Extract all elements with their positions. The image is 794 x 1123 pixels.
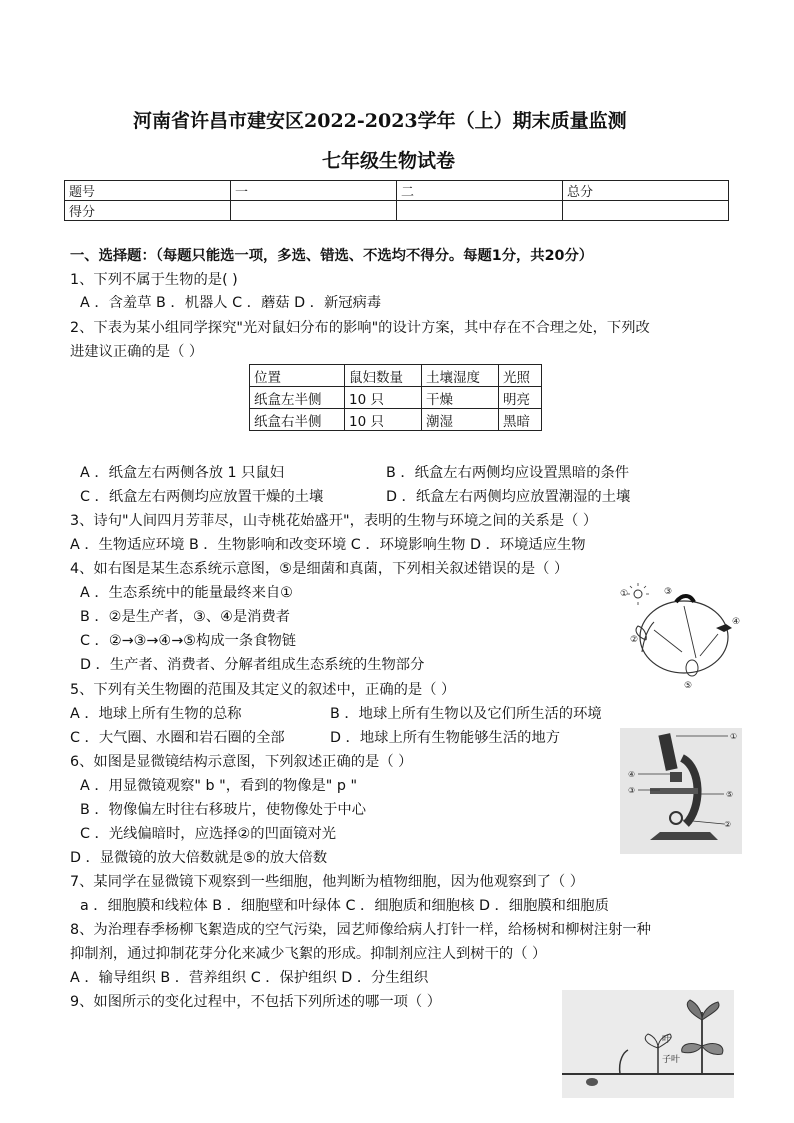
question-4-option-a: A ．生态系统中的能量最终来自① (80, 585, 293, 601)
question-4-option-d: D ．生产者、消费者、分解者组成生态系统的生物部分 (80, 657, 425, 673)
figure-label-leaf: 叶 (662, 1035, 672, 1045)
seedling-growth-diagram (562, 990, 734, 1098)
question-6-option-c: C ．光线偏暗时，应选择②的凹面镜对光 (80, 826, 337, 842)
figure-label: ④ (628, 770, 636, 779)
score-cell (563, 201, 729, 221)
table-cell: 黑暗 (499, 409, 542, 431)
score-cell: 总分 (563, 181, 729, 201)
table-cell: 明亮 (499, 387, 542, 409)
experiment-table-header (250, 365, 542, 387)
figure-label: ⑤ (684, 681, 693, 691)
question-6-option-d: D ．显微镜的放大倍数就是⑤的放大倍数 (70, 850, 328, 866)
figure-label: ③ (628, 786, 636, 795)
score-cell: 得分 (65, 201, 231, 221)
question-8-stem: 8、为治理春季杨柳飞絮造成的空气污染，园艺师像给病人打针一样，给杨树和柳树注射一种 (70, 922, 651, 938)
table-cell: 纸盒右半侧 (250, 409, 345, 431)
score-table-score-row (65, 201, 729, 221)
question-2-option-c: C ．纸盒左右两侧均应放置干燥的土壤 (80, 489, 324, 505)
table-cell: 鼠妇数量 (345, 365, 422, 387)
figure-label: ① (620, 589, 629, 599)
question-7-options: a ．细胞膜和线粒体 B ．细胞壁和叶绿体 C ．细胞质和细胞核 D ．细胞膜和细胞质 (80, 898, 609, 914)
question-2-stem: 2、下表为某小组同学探究"光对鼠妇分布的影响"的设计方案，其中存在不合理之处，下列改 (70, 320, 650, 336)
table-cell: 10 只 (345, 409, 422, 431)
question-5-option-b: B ．地球上所有生物以及它们所生活的环境 (330, 706, 602, 722)
question-8-options: A ．输导组织 B ．营养组织 C ．保护组织 D ．分生组织 (70, 970, 429, 986)
figure-label: ④ (732, 617, 741, 627)
score-table (64, 180, 729, 221)
question-5-option-c: C ．大气圈、水圈和岩石圈的全部 (70, 730, 285, 746)
question-5-stem: 5、下列有关生物圈的范围及其定义的叙述中，正确的是（ ） (70, 682, 456, 698)
table-cell: 10 只 (345, 387, 422, 409)
table-cell: 纸盒左半侧 (250, 387, 345, 409)
question-2-option-b: B ．纸盒左右两侧均应设置黑暗的条件 (386, 465, 630, 481)
question-6-option-b: B ．物像偏左时往右移玻片，使物像处于中心 (80, 802, 366, 818)
question-3-options: A ．生物适应环境 B ．生物影响和改变环境 C ．环境影响生物 D ．环境适应生物 (70, 537, 586, 553)
question-1-stem: 1、下列不属于生物的是( ) (70, 272, 238, 288)
question-4-option-c: C ．②→③→④→⑤构成一条食物链 (80, 633, 297, 649)
score-cell: 题号 (65, 181, 231, 201)
table-row (250, 387, 542, 409)
section-heading: 一、选择题：（每题只能选一项，多选、错选、不选均不得分。每题1分，共20分） (70, 248, 594, 264)
table-cell: 潮湿 (422, 409, 499, 431)
question-4-stem: 4、如右图是某生态系统示意图，⑤是细菌和真菌，下列相关叙述错误的是（ ） (70, 561, 569, 577)
microscope-diagram (620, 728, 742, 854)
score-cell: 一 (231, 181, 397, 201)
question-9-stem: 9、如图所示的变化过程中，不包括下列所述的哪一项（ ） (70, 994, 442, 1010)
question-2-option-a: A ．纸盒左右两侧各放 1 只鼠妇 (80, 465, 285, 481)
figure-label: ② (630, 635, 639, 645)
question-2-stem-continued: 进建议正确的是（ ） (70, 344, 204, 360)
figure-label: ② (724, 820, 732, 829)
question-8-stem-continued: 抑制剂，通过抑制花芽分化来减少飞絮的形成。抑制剂应注人到树干的（ ） (70, 946, 547, 962)
table-cell: 干燥 (422, 387, 499, 409)
question-6-option-a: A ．用显微镜观察" b "，看到的物像是" p " (80, 778, 358, 794)
figure-label: ③ (664, 587, 673, 597)
question-5-option-d: D ．地球上所有生物能够生活的地方 (330, 730, 561, 746)
ecosystem-diagram (614, 582, 746, 692)
question-5-option-a: A ．地球上所有生物的总称 (70, 706, 242, 722)
figure-label: ① (730, 732, 738, 741)
question-6-stem: 6、如图是显微镜结构示意图，下列叙述正确的是（ ） (70, 754, 413, 770)
table-row (250, 409, 542, 431)
score-cell (397, 201, 563, 221)
figure-label: ⑤ (726, 790, 734, 799)
page-subtitle: 七年级生物试卷 (322, 150, 456, 172)
figure-label-cotyledon: 子叶 (662, 1055, 681, 1065)
table-cell: 光照 (499, 365, 542, 387)
score-table-header-row (65, 181, 729, 201)
question-4-option-b: B ．②是生产者，③、④是消费者 (80, 609, 291, 625)
score-cell (231, 201, 397, 221)
question-2-option-d: D ．纸盒左右两侧均应放置潮湿的土壤 (386, 489, 631, 505)
score-cell: 二 (397, 181, 563, 201)
table-cell: 位置 (250, 365, 345, 387)
question-3-stem: 3、诗句"人间四月芳菲尽，山寺桃花始盛开"，表明的生物与环境之间的关系是（ ） (70, 513, 598, 529)
table-cell: 土壤湿度 (422, 365, 499, 387)
question-1-options: A ．含羞草 B ．机器人 C ．蘑菇 D ．新冠病毒 (80, 295, 382, 311)
experiment-table (249, 364, 542, 431)
question-7-stem: 7、某同学在显微镜下观察到一些细胞，他判断为植物细胞，因为他观察到了（ ） (70, 874, 585, 890)
page-title: 河南省许昌市建安区2022-2023学年（上）期末质量监测 (133, 110, 627, 132)
